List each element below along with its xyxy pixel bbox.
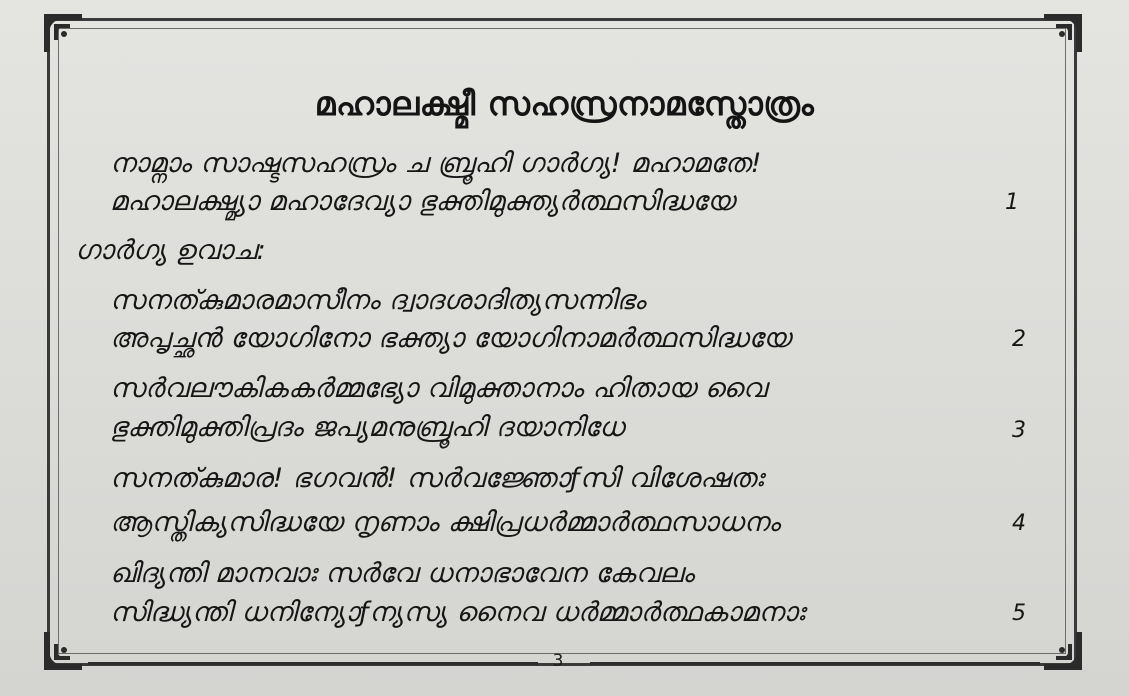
verse-number: 2 — [1012, 327, 1026, 352]
footer-rule-left — [88, 662, 538, 665]
corner-ornament-icon — [40, 10, 86, 56]
footer-rule-right — [590, 662, 1040, 665]
verse-line: സനത്കുമാര! ഭഗവൻ! സർവജ്ഞോƒസി വിശേഷതഃ — [110, 463, 764, 494]
verse-line: ഖിദ്യന്തി മാനവാഃ സർവേ ധനാഭാവേന കേവലം — [110, 558, 695, 589]
page-title: മഹാലക്ഷ്മീ സഹസ്രനാമസ്തോത്രം — [314, 84, 815, 123]
verse-line: സിദ്ധ്യന്തി ധനിന്യോƒന്യസ്യ നൈവ ധർമ്മാർത്ഥകാമനാഃ — [110, 597, 805, 628]
verse-line: ആസ്തിക്യസിദ്ധയേ നൃണാം ക്ഷിപ്രധർമ്മാർത്ഥസാധനം — [110, 507, 781, 538]
verse-line: സർവലൗകികകർമ്മഭ്യോ വിമുക്താനാം ഹിതായ വൈ — [110, 373, 767, 404]
corner-ornament-icon — [1040, 10, 1086, 56]
verse-number: 3 — [1012, 418, 1026, 443]
verse-number: 4 — [1012, 511, 1026, 536]
page-number: 3 — [552, 651, 564, 671]
verse-line: നാമ്നാം സാഷ്ടസഹസ്രം ച ബ്രൂഹി ഗാർഗ്യ! മഹാമതേ! — [110, 148, 762, 179]
verse-line: മഹാലക്ഷ്മ്യാ മഹാദേവ്യാ ഭുക്തിമുക്ത്യർത്ഥസിദ്ധയേ — [110, 186, 735, 217]
corner-ornament-icon — [40, 628, 86, 674]
verse-number: 1 — [1005, 190, 1019, 215]
speaker-line: ഗാർഗ്യ ഉവാച: — [75, 235, 267, 266]
corner-ornament-icon — [1040, 628, 1086, 674]
verse-line: സനത്കുമാരമാസീനം ദ്വാദശാദിത്യസന്നിഭം — [110, 285, 646, 316]
verse-number: 5 — [1012, 601, 1026, 626]
verse-line: അപൃച്ഛൻ യോഗിനോ ഭക്ത്യാ യോഗിനാമർത്ഥസിദ്ധയേ — [110, 323, 791, 354]
verse-line: ഭുക്തിമുക്തിപ്രദം ജപ്യമനുബ്രൂഹി ദയാനിധേ — [110, 412, 625, 443]
